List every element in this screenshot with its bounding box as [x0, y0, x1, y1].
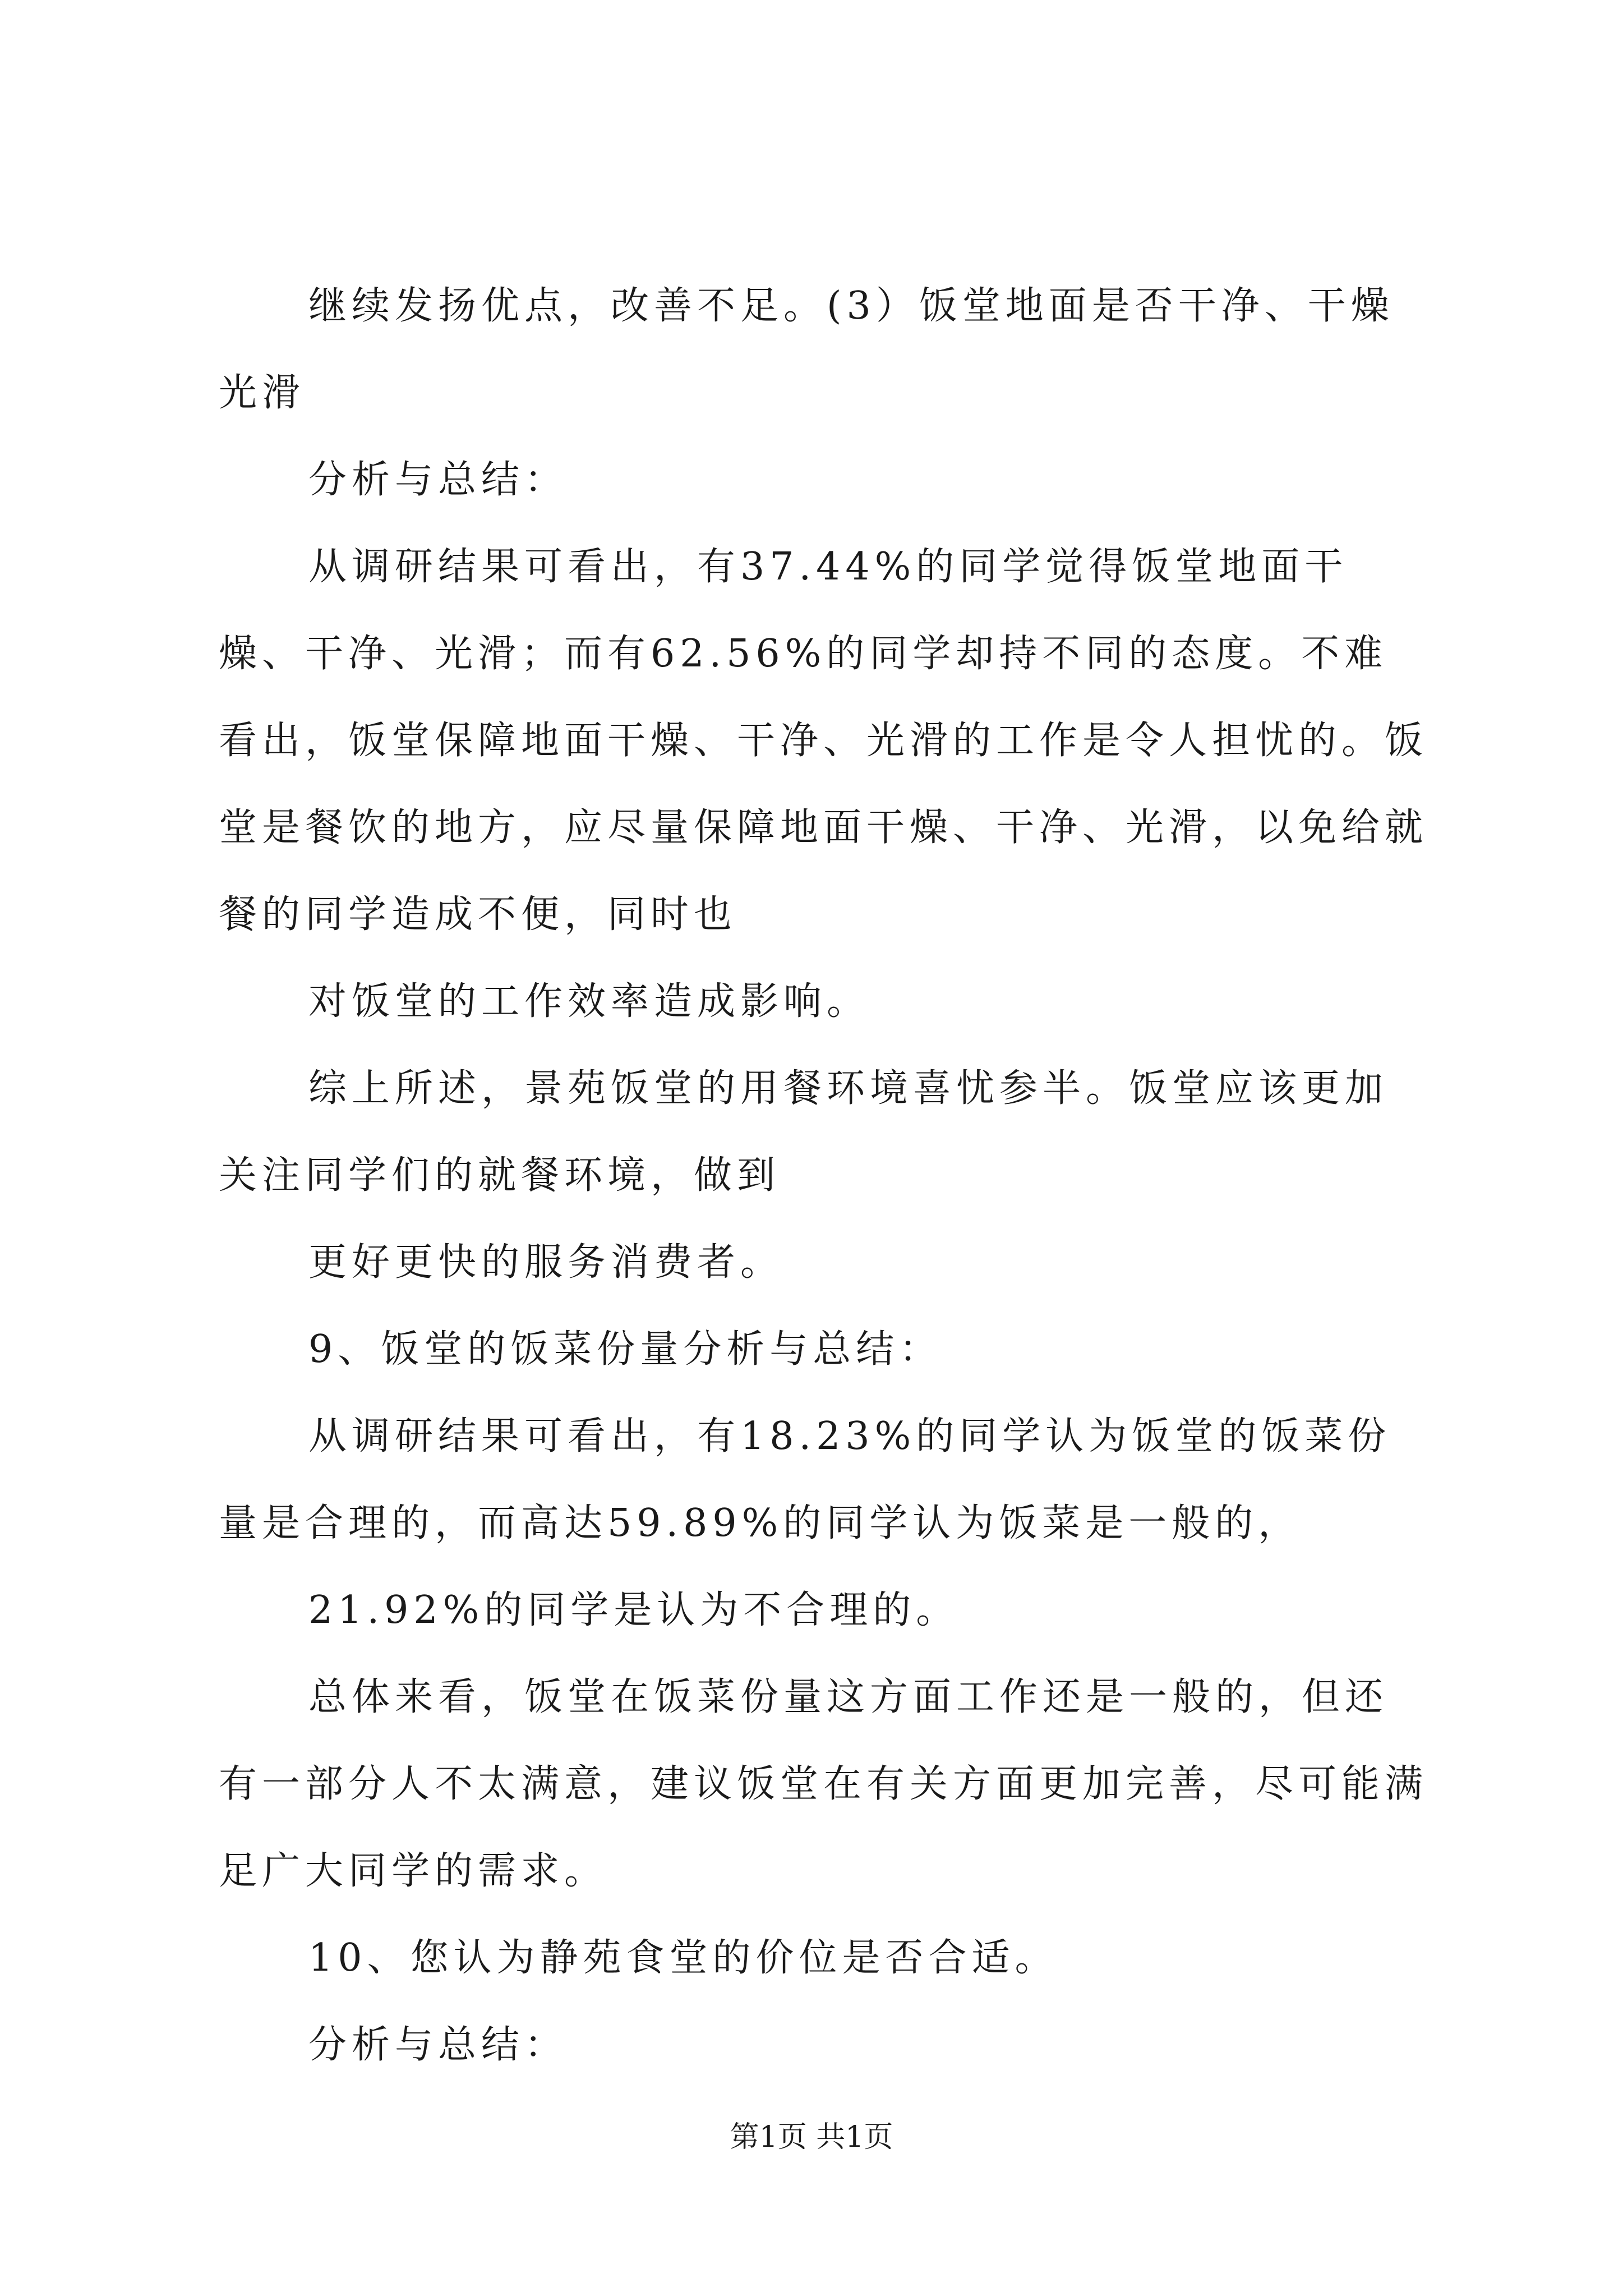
paragraph: 从调研结果可看出，有37.44%的同学觉得饭堂地面干燥、干净、光滑；而有62.56%的同学却持不同的态度。不难看出，饭堂保障地面干燥、干净、光滑的工作是令人担忧的。饭堂是餐饮的地方，应尽量保障地面干燥、干净、光滑，以免给就餐的同学造成不便，同时也	[219, 545, 1428, 937]
paragraph: 继续发扬优点，改善不足。(3）饭堂地面是否干净、干燥光滑	[219, 284, 1394, 415]
document-body	[219, 263, 1430, 2088]
paragraph: 更好更快的服务消费者。	[308, 1240, 784, 1285]
paragraph: 总体来看，饭堂在饭菜份量这方面工作还是一般的，但还有一部分人不太满意，建议饭堂在有关方面更加完善，尽可能满足广大同学的需求。	[219, 1675, 1428, 1893]
paragraph: 10、您认为静苑食堂的价位是否合适。	[308, 1936, 1058, 1980]
paragraph: 从调研结果可看出，有18.23%的同学认为饭堂的饭菜份量是合理的，而高达59.89%的同学认为饭菜是一般的，	[219, 1414, 1391, 1545]
paragraph: 对饭堂的工作效率造成影响。	[308, 979, 870, 1024]
paragraph: 分析与总结：	[308, 458, 568, 502]
page-number-label: 第1页 共1页	[730, 2120, 893, 2154]
paragraph: 9、饭堂的饭菜份量分析与总结：	[308, 1327, 943, 1372]
paragraph: 21.92%的同学是认为不合理的。	[308, 1588, 960, 1632]
page-footer	[0, 2118, 1623, 2157]
paragraph: 综上所述，景苑饭堂的用餐环境喜忧参半。饭堂应该更加关注同学们的就餐环境，做到	[219, 1066, 1389, 1198]
paragraph: 分析与总结：	[308, 2023, 568, 2067]
